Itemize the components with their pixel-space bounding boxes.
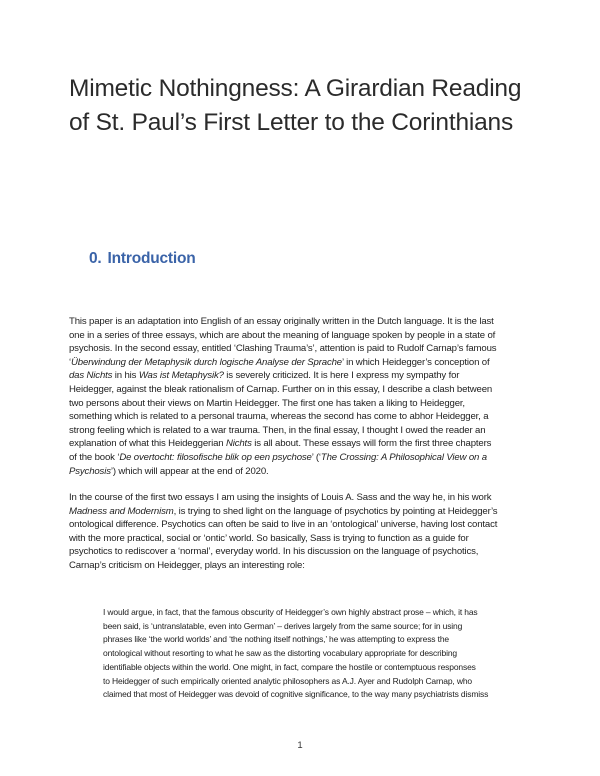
title-line: of St. Paul’s First Letter to the Corinthians xyxy=(69,109,514,136)
text-line xyxy=(69,437,531,451)
text-line xyxy=(69,410,531,424)
text-line xyxy=(69,424,531,438)
italic-text: Psychosis xyxy=(69,465,111,477)
text-run: been said, is ‘untranslatable, even into German’ – derives largely from the same source; for in using xyxy=(103,620,463,631)
text-run: ’ (‘ xyxy=(311,451,321,463)
paragraph-sass xyxy=(69,491,531,573)
text-run: Carnap’s criticism on Heidegger, plays an interesting role: xyxy=(69,559,305,571)
text-line xyxy=(69,532,531,546)
italic-text: Madness and Modernism xyxy=(69,505,174,517)
text-run: ‘ xyxy=(69,356,71,368)
text-line xyxy=(69,491,531,505)
text-run: two persons about their views on Martin Heidegger. The first one has taken a liking to Heidegger, xyxy=(69,397,465,409)
text-run: one in a series of three essays, which are about the meaning of language spoken by people in a state of xyxy=(69,329,496,341)
text-line xyxy=(69,369,531,383)
text-run: claimed that most of Heidegger was devoid of cognitive significance, to the way many psychiatrists dismiss xyxy=(103,689,489,700)
text-run: ontological difference. Psychotics can often be said to live in an ‘ontological’ universe, having lost contact xyxy=(69,519,498,531)
paragraph-intro xyxy=(69,315,531,478)
text-run: to Heidegger of such empirically oriented analytic philosophers as A.J. Ayer and Rudolph Carnap, who xyxy=(103,675,472,686)
text-run: is severely criticized. It is here I express my sympathy for xyxy=(223,370,460,382)
italic-text: De overtocht: filosofische blik op een psychose xyxy=(119,451,312,463)
text-run: Heidegger, against the bleak rationalism of Carnap. Further on in this essay, I describe a clash between xyxy=(69,383,493,395)
text-run: strong feeling which is related to a war trauma. Then, in the final essay, I thought I owed the reader an xyxy=(69,424,486,436)
italic-text: Überwindung der Metaphysik durch logische Analyse der Sprache xyxy=(70,356,342,368)
text-line xyxy=(69,559,531,573)
text-line xyxy=(69,342,531,356)
text-line xyxy=(103,647,533,661)
italic-text: das Nichts xyxy=(69,370,113,382)
text-line xyxy=(69,465,531,479)
section-heading xyxy=(89,250,196,268)
text-line xyxy=(69,329,531,343)
italic-text: Nichts xyxy=(225,438,252,450)
text-run: explanation of what this Heideggerian xyxy=(69,438,226,450)
text-line xyxy=(69,451,531,465)
italic-text: Was ist Metaphysik? xyxy=(138,370,224,382)
section-number: 0. xyxy=(89,250,102,267)
text-run: I would argue, in fact, that the famous obscurity of Heidegger’s own highly abstract prose – which, it has xyxy=(103,607,478,617)
text-line xyxy=(103,606,533,620)
text-run: In the course of the first two essays I am using the insights of Louis A. Sass and the way he, in his work xyxy=(69,492,492,503)
text-line xyxy=(103,633,533,647)
text-run: is all about. These essays will form the first three chapters xyxy=(251,438,492,450)
text-line xyxy=(69,397,531,411)
text-run: phrases like ‘the world worlds’ and ‘the nothing itself nothings,’ he was attempting to express the xyxy=(103,634,449,645)
text-run: , is trying to shed light on the language of psychotics by pointing at Heidegger’s xyxy=(173,505,498,517)
text-line xyxy=(103,688,533,702)
text-line xyxy=(69,315,531,329)
text-line xyxy=(69,518,531,532)
text-run: psychotics to rediscover a ‘normal’, everyday world. In his discussion on the language of psychotics, xyxy=(69,546,479,558)
text-line xyxy=(69,545,531,559)
paper-title xyxy=(69,72,569,140)
text-line xyxy=(69,505,531,519)
text-run: ’ in which Heidegger’s conception of xyxy=(341,356,490,368)
text-line xyxy=(103,620,533,634)
section-title: Introduction xyxy=(107,250,196,267)
text-run: with the more practical, social or ‘ontic’ world. So basically, Sass is trying to function as a guide for xyxy=(69,532,469,544)
text-run: of the book ‘ xyxy=(69,451,120,463)
text-run: ’) which will appear at the end of 2020. xyxy=(110,465,269,477)
text-run: This paper is an adaptation into English of an essay originally written in the Dutch language. It is the last xyxy=(69,316,494,327)
text-line xyxy=(69,383,531,397)
text-line xyxy=(103,675,533,689)
text-line xyxy=(103,661,533,675)
text-run: psychosis. In the second essay, entitled ‘Clashing Trauma’s’, attention is paid to Rudolf Carnap’s famous xyxy=(69,343,497,355)
italic-text: The Crossing: A Philosophical View on a xyxy=(320,451,487,463)
page-number: 1 xyxy=(297,740,303,751)
text-run: in his xyxy=(112,370,139,382)
text-run: something which is related to a personal trauma, whereas the second has come to abhor Heidegger, a xyxy=(69,411,489,423)
block-quote xyxy=(103,606,533,702)
text-line xyxy=(69,356,531,370)
text-run: identifiable objects within the world. One might, in fact, compare the hostile or contemptuous responses xyxy=(103,661,476,672)
text-run: ontological without resorting to what he saw as the distorting vocabulary appropriate for describing xyxy=(103,648,458,659)
title-line: Mimetic Nothingness: A Girardian Reading xyxy=(69,75,522,102)
